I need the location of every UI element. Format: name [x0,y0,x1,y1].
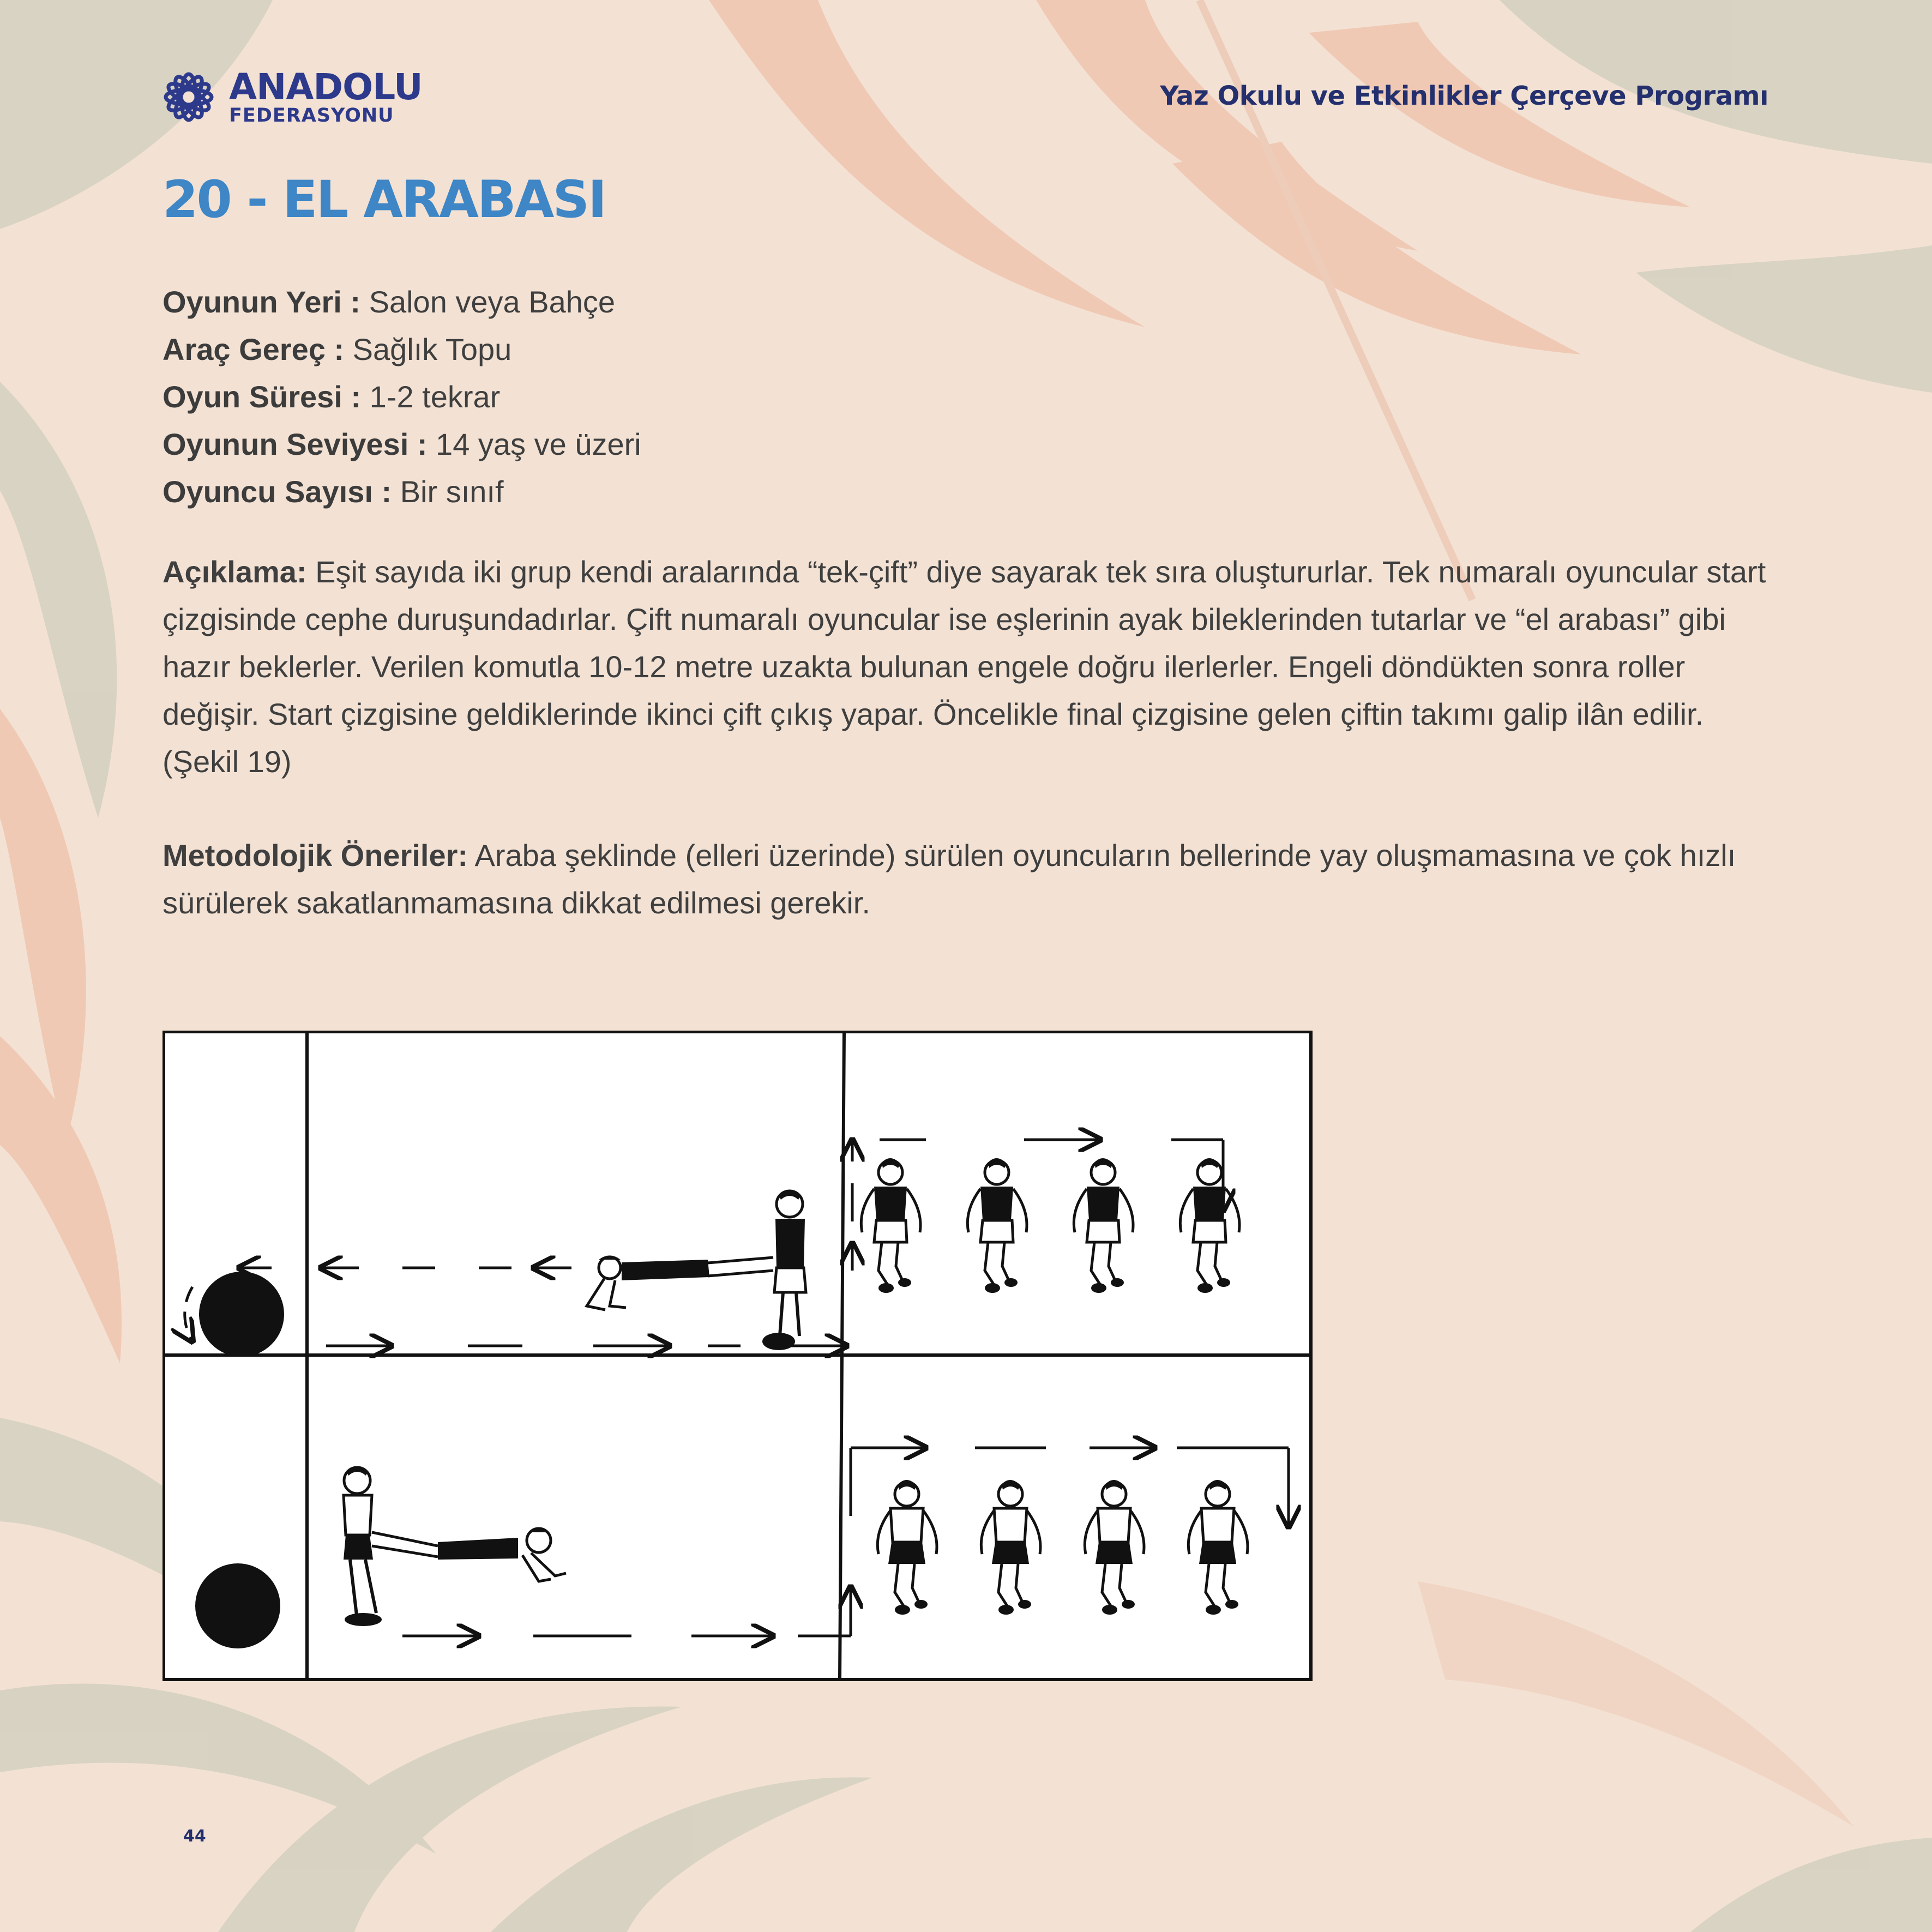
methodology-text: Araba şeklinde (elleri üzerinde) sürülen oyuncuların bellerinde yay oluşmamasına ve çok hızlı sürülerek sakatlanmamasına dikkat edilmesi gerekir. [162,838,1736,920]
flower-logo-icon [158,67,219,128]
logo-subtitle: FEDERASYONU [229,104,394,127]
info-row-level [162,420,641,468]
info-value: Sağlık Topu [344,332,512,366]
info-label: Oyun Süresi : [162,380,362,414]
methodology-paragraph [162,832,1777,926]
header-title: Yaz Okulu ve Etkinlikler Çerçeve Programı [1160,81,1768,111]
description-label: Açıklama: [162,555,307,589]
info-value: Bir sınıf [392,474,504,509]
description-text: Eşit sayıda iki grup kendi aralarında “tek-çift” diye sayarak tek sıra oluştururlar. Tek numaralı oyuncular start çizgisinde cephe duruşundadırlar. Çift numaralı oyuncular ise eşlerinin ayak bileklerinden tutarlar ve “el arabası” gibi hazır beklerler. Verilen komutla 10-12 metre uzakta bulunan engele doğru ilerlerler. Engeli döndükten sonra roller değişir. Start çizgisine geldiklerinde ikinci çift çıkış yapar. Öncelikle final çizgisine gelen çiftin takımı galip ilân edilir. (Şekil 19) [162,555,1766,779]
description-paragraph [162,548,1777,785]
wheelbarrow-relay-figure [162,1031,1317,1682]
info-row-equipment [162,326,641,373]
info-row-location [162,278,641,326]
info-value: 14 yaş ve üzeri [427,427,641,461]
info-label: Araç Gereç : [162,332,345,366]
info-label: Oyunun Seviyesi : [162,427,428,461]
info-value: Salon veya Bahçe [360,285,616,319]
page-title: 20 - EL ARABASI [162,170,606,230]
federation-logo [158,67,423,128]
info-label: Oyunun Yeri : [162,285,361,319]
info-row-duration [162,373,641,420]
page-number: 44 [183,1827,206,1846]
info-value: 1-2 tekrar [361,380,501,414]
game-info-list [162,278,641,515]
medicine-ball-icon [199,1272,284,1357]
info-row-players [162,468,641,515]
info-label: Oyuncu Sayısı : [162,474,392,509]
methodology-label: Metodolojik Öneriler: [162,838,468,872]
logo-name: ANADOLU [229,65,423,108]
medicine-ball-icon [195,1563,280,1648]
